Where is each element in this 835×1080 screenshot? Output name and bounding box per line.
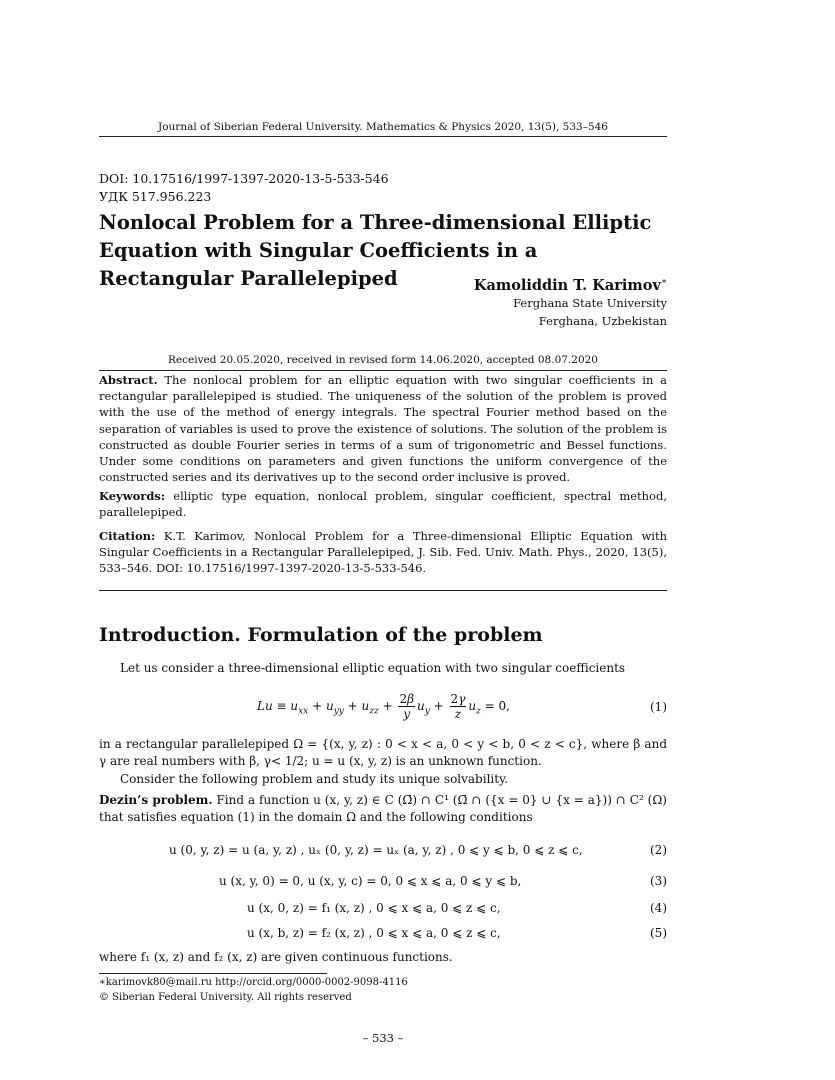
page-number: – 533 – [362,1031,404,1045]
footnote-contact: ∗karimovk80@mail.ru http://orcid.org/0000-0002-9098-4116 [99,977,408,988]
citation-text: K.T. Karimov, Nonlocal Problem for a Three-dimensional Elliptic Equation with Singular Coefficients in a Rectangular Parallelepiped, J. Sib. Fed. Univ. Math. Phys., 2020, 13(5), 533–546. DOI: 10.17516/1997-1397-2020-13-5-533-546. [99,529,668,576]
abstract-bottom-rule [99,590,667,591]
equation-2-number: (2) [650,843,667,857]
citation-block [99,528,667,577]
keywords-label: Keywords: [99,489,166,503]
equation-3-body: u (x, y, 0) = 0, u (x, y, c) = 0, 0 ⩽ x ⩽ a, 0 ⩽ y ⩽ b, [219,874,522,888]
article-title: Nonlocal Problem for a Three-dimensional Elliptic Equation with Singular Coefficients in a Rectangular Parallelepiped [99,211,652,290]
equation-5-body: u (x, b, z) = f₂ (x, z) , 0 ⩽ x ⩽ a, 0 ⩽ z ⩽ c, [247,926,501,940]
equation-5-number: (5) [650,926,667,940]
author-name [474,277,667,294]
received-dates: Received 20.05.2020, received in revised form 14.06.2020, accepted 08.07.2020 [168,354,598,366]
running-head: Journal of Siberian Federal University. Mathematics & Physics 2020, 13(5), 533–546 [158,121,608,133]
equation-4 [99,901,667,918]
intro-paragraph-2: in a rectangular parallelepiped Ω = {(x, y, z) : 0 < x < a, 0 < y < b, 0 < z < c}, where β and γ are real numbers with β, γ< 1/2; u = u (x, y, z) is an unknown function. [99,737,667,768]
author-name-text: Kamoliddin T. Karimov [473,277,661,294]
keywords-block [99,488,667,520]
intro-paragraph-5: where f₁ (x, z) and f₂ (x, z) are given continuous functions. [99,950,453,964]
equation-1 [99,688,667,724]
udk-line: УДК 517.956.223 [99,189,212,204]
intro-paragraph-1: Let us consider a three-dimensional elliptic equation with two singular coefficients [120,661,626,675]
equation-3-number: (3) [650,874,667,888]
abstract-label: Abstract. [99,373,158,387]
equation-2-body: u (0, y, z) = u (a, y, z) , uₓ (0, y, z) = uₓ (a, y, z) , 0 ⩽ y ⩽ b, 0 ⩽ z ⩽ c, [169,843,583,857]
abstract-block [99,372,667,485]
citation-label: Citation: [99,529,156,543]
keywords-text: elliptic type equation, nonlocal problem, singular coefficient, spectral method, parallelepiped. [99,489,667,520]
equation-1-lhs: Lu ≡ u [257,699,299,713]
equation-4-body: u (x, 0, z) = f₁ (x, z) , 0 ⩽ x ⩽ a, 0 ⩽ z ⩽ c, [247,901,501,915]
affiliation-university: Ferghana State University [513,296,667,310]
footnote-copyright: © Siberian Federal University. All rights reserved [99,992,352,1003]
dezin-label: Dezin’s problem. [99,793,213,807]
doi-line: DOI: 10.17516/1997-1397-2020-13-5-533-546 [99,171,389,186]
section-heading: Introduction. Formulation of the problem [99,624,543,646]
footnote-rule [99,973,327,974]
affiliation-location: Ferghana, Uzbekistan [538,314,667,328]
author-footnote-mark: ∗ [660,277,667,288]
intro-paragraph-3: Consider the following problem and study its unique solvability. [120,772,509,786]
equation-1-body: $Lu \equiv u_{xx} + u_{yy} + u_{zz}$ + $\frac{2\beta}{y}$ $u_y$ + $\frac{2\gamma}{z}$ $u_z = 0$, [257,692,510,721]
abstract-text: The nonlocal problem for an elliptic equation with two singular coefficients in a rectangular parallelepiped is studied. The uniqueness of the solution of the problem is proved with the use of the method of energy integrals. The spectral Fourier method based on the separation of variables is used to prove the existence of solutions. The solution of the problem is constructed as double Fourier series in terms of a sum of trigonometric and Bessel functions. Under some conditions on parameters and given functions the uniform convergence of the constructed series and its derivatives up to the second order inclusive is proved. [99,373,668,485]
dezin-text: Find a function u (x, y, z) ∈ C (Ω̄) ∩ C¹ (Ω̄ ∩ ({x = 0} ∪ {x = a})) ∩ C² (Ω) that satisfies equation (1) in the domain Ω and the following conditions [99,793,667,824]
dezin-problem-paragraph [99,792,667,826]
equation-2 [99,843,667,860]
equation-1-number: (1) [650,700,667,714]
header-rule [99,136,667,137]
abstract-top-rule [99,370,667,371]
equation-4-number: (4) [650,901,667,915]
equation-5 [99,926,667,943]
equation-3 [99,874,667,891]
